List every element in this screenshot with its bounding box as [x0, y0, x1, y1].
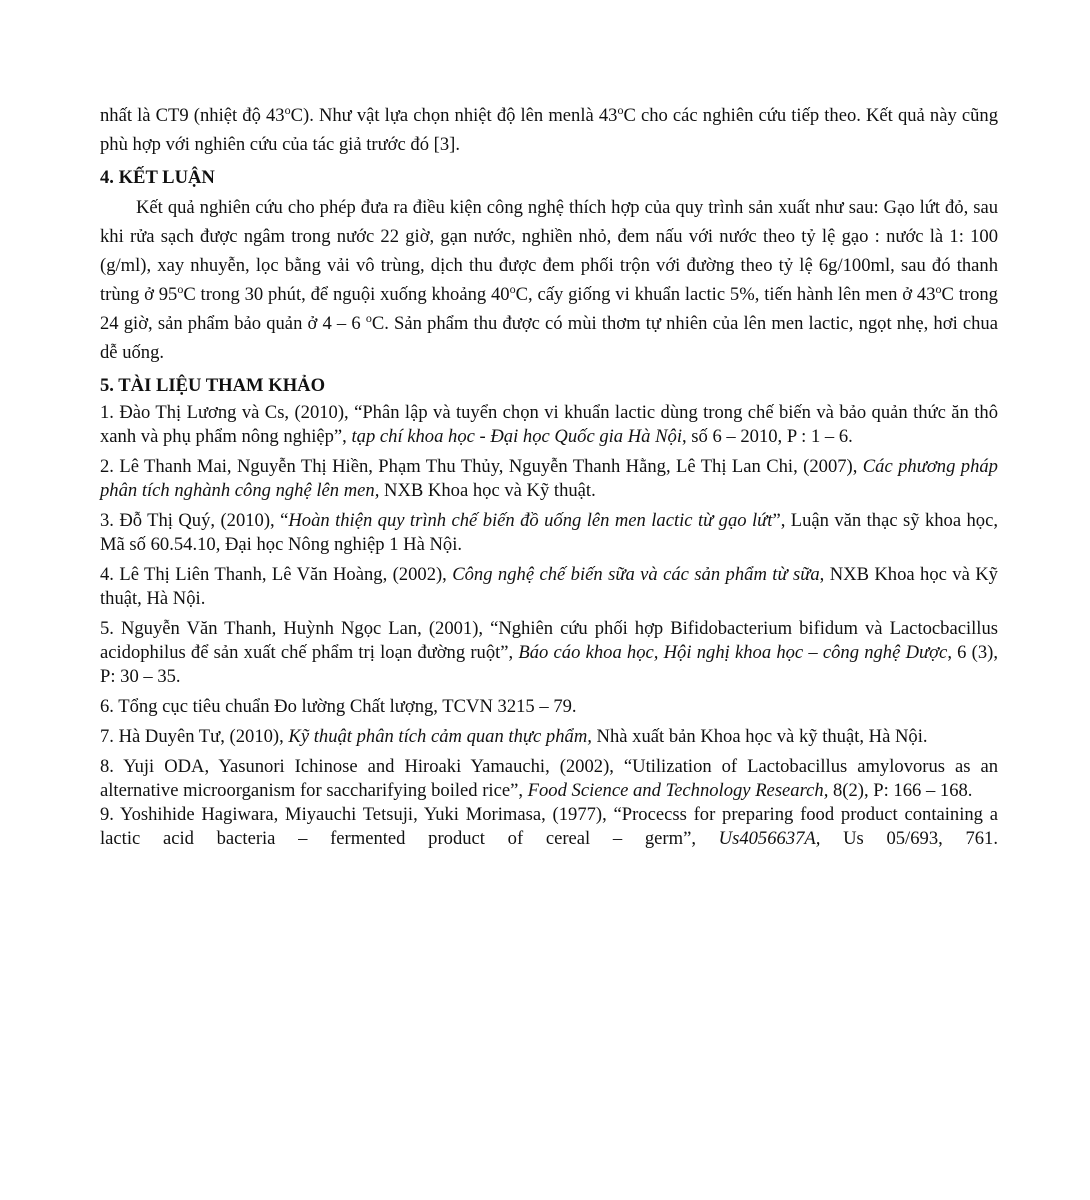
reference-list — [100, 401, 998, 851]
reference-item: 9. Yoshihide Hagiwara, Miyauchi Tetsuji, Yuki Morimasa, (1977), “Procecss for preparing food product containing a lactic acid bacteria – fermented product of cereal – germ”, Us4056637A, Us 05/693, 761. — [100, 804, 998, 849]
conclusion-paragraph: Kết quả nghiên cứu cho phép đưa ra điều kiện công nghệ thích hợp của quy trình sản xuất như sau: Gạo lứt đỏ, sau khi rửa sạch được ngâm trong nước 22 giờ, gạn nước, nghiền nhỏ, đem nấu với nước theo tỷ lệ gạo : nước là 1: 100 (g/ml), xay nhuyễn, lọc bằng vải vô trùng, dịch thu được đem phối trộn với đường theo tỷ lệ 6g/100ml, sau đó thanh trùng ở 95$^o$C trong 30 phút, để nguội xuống khoảng 40$^o$C, cấy giống vi khuẩn lactic 5%, tiến hành lên men ở 43$^o$C trong 24 giờ, sản phẩm bảo quản ở 4 – 6 $^o$C. Sản phẩm thu được có mùi thơm tự nhiên của lên men lactic, ngọt nhẹ, hơi chua dễ uống. — [100, 197, 998, 363]
reference-item: 3. Đỗ Thị Quý, (2010), “Hoàn thiện quy trình chế biến đồ uống lên men lactic từ gạo lứt”, Luận văn thạc sỹ khoa học, Mã số 60.54.10, Đại học Nông nghiệp 1 Hà Nội. — [100, 510, 999, 555]
section-heading-conclusion: 4. KẾT LUẬN — [100, 167, 215, 188]
reference-item: 4. Lê Thị Liên Thanh, Lê Văn Hoàng, (2002), Công nghệ chế biến sữa và các sản phẩm từ sữa, NXB Khoa học và Kỹ thuật, Hà Nội. — [100, 564, 998, 609]
page-content — [100, 101, 998, 851]
section-heading-references: 5. TÀI LIỆU THAM KHẢO — [100, 375, 326, 396]
reference-item: 8. Yuji ODA, Yasunori Ichinose and Hiroaki Yamauchi, (2002), “Utilization of Lactobacillus amylovorus as an alternative microorganism for saccharifying boiled rice”, Food Science and Technology Research, 8(2), P: 166 – 168. — [100, 756, 998, 801]
reference-item: 5. Nguyễn Văn Thanh, Huỳnh Ngọc Lan, (2001), “Nghiên cứu phối hợp Bifidobacterium bifidum và Lactocbacillus acidophilus để sản xuất chế phẩm trị loạn đường ruột”, Báo cáo khoa học, Hội nghị khoa học – công nghệ Dược, 6 (3), P: 30 – 35. — [100, 618, 998, 687]
reference-item: 2. Lê Thanh Mai, Nguyễn Thị Hiền, Phạm Thu Thủy, Nguyễn Thanh Hằng, Lê Thị Lan Chi, (2007), Các phương pháp phân tích nghành công nghệ lên men, NXB Khoa học và Kỹ thuật. — [100, 456, 998, 501]
reference-item: 7. Hà Duyên Tư, (2010), Kỹ thuật phân tích cảm quan thực phẩm, Nhà xuất bản Khoa học và kỹ thuật, Hà Nội. — [100, 726, 928, 747]
intro-paragraph: nhất là CT9 (nhiệt độ 43$^o$C). Như vật lựa chọn nhiệt độ lên menlà 43$^o$C cho các nghiên cứu tiếp theo. Kết quả này cũng phù hợp với nghiên cứu của tác giả trước đó [3]. — [100, 103, 999, 155]
reference-item: 6. Tổng cục tiêu chuẩn Đo lường Chất lượng, TCVN 3215 – 79. — [100, 696, 577, 717]
reference-item: 1. Đào Thị Lương và Cs, (2010), “Phân lập và tuyển chọn vi khuẩn lactic dùng trong chế biến và bảo quản thức ăn thô xanh và phụ phẩm nông nghiệp”, tạp chí khoa học - Đại học Quốc gia Hà Nội, số 6 – 2010, P : 1 – 6. — [100, 402, 998, 447]
